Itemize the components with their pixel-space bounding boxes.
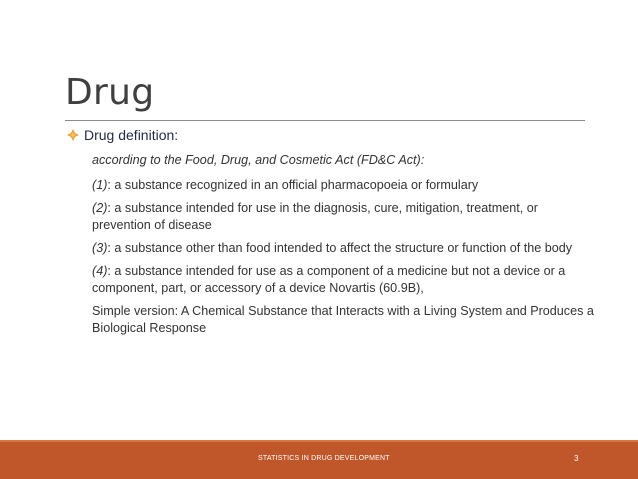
definition-item (92, 177, 597, 194)
page-number: 3 (574, 454, 579, 463)
item-text: : a substance other than food intended to affect the structure or function of the body (107, 241, 573, 255)
definition-item (92, 240, 597, 257)
bullet-heading (66, 127, 178, 143)
title-divider (65, 120, 585, 121)
definition-item (92, 263, 597, 297)
definition-item (92, 200, 597, 234)
item-text: : a substance intended for use in the diagnosis, cure, mitigation, treatment, or prevention of disease (92, 201, 538, 232)
footer-title: STATISTICS IN DRUG DEVELOPMENT (258, 455, 390, 462)
item-text: : a substance intended for use as a component of a medicine but not a device or a component, part, or accessory of a device Novartis (60.9B), (92, 264, 566, 295)
definition-body (92, 152, 597, 343)
item-marker: (2) (92, 201, 108, 215)
item-marker: (4) (92, 264, 108, 278)
diamond-bullet-icon (66, 128, 80, 142)
item-marker: (3) (92, 241, 108, 255)
slide-title: Drug (65, 72, 155, 113)
simple-version-text: Simple version: A Chemical Substance that Interacts with a Living System and Produces a Biological Response (92, 304, 594, 335)
item-marker: (1) (92, 178, 108, 192)
footer-accent-line (0, 440, 638, 442)
item-text: : a substance recognized in an official pharmacopoeia or formulary (107, 178, 479, 192)
bullet-label: Drug definition: (84, 127, 179, 143)
intro-text: according to the Food, Drug, and Cosmetic Act (FD&C Act): (92, 153, 425, 167)
